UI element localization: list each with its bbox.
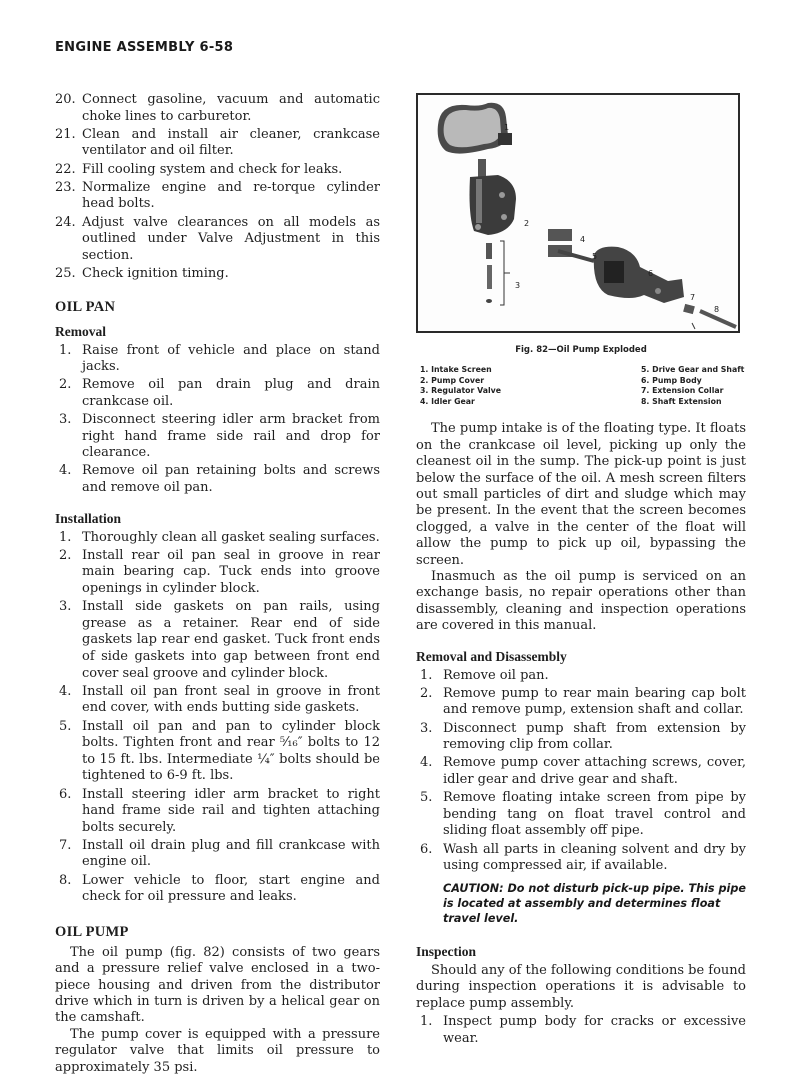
list-item (55, 463, 380, 496)
step-number: 21. (55, 126, 76, 142)
pump-intake-paragraph: The pump intake is of the floating type. It floats on the crankcase oil level, picking up only the cleanest oil in the sump. The pick-up point is just below the surface of the oil. A mesh screen filters out small particles of dirt and sludge which may be present. In the event that the screen becomes clogged, a valve in the center of the float will allow the pump to pick up oil, bypassing the screen. (416, 421, 746, 568)
list-item (55, 684, 380, 717)
pump-body-icon (594, 247, 684, 303)
pump-removal-steps (416, 668, 746, 875)
step-number: 3. (59, 412, 72, 428)
step-text: Remove oil pan retaining bolts and screws and remove oil pan. (82, 463, 380, 496)
legend-item: 3. Regulator Valve (420, 386, 502, 396)
step-number: 3. (59, 599, 72, 615)
list-item (55, 92, 380, 125)
service-paragraph: Inasmuch as the oil pump is serviced on an exchange basis, no repair operations other than disassembly, cleaning and inspection operations are covered in this manual. (416, 569, 746, 634)
step-text: Install oil drain plug and fill crankcase with engine oil. (82, 837, 380, 870)
subheading-removal-disassembly: Removal and Disassembly (416, 648, 567, 664)
intake-screen-icon (438, 103, 512, 154)
list-item (55, 377, 380, 410)
step-text: Install oil pan and pan to cylinder block bolts. Tighten front and rear ⁵⁄₁₆″ bolts to 12 to 15 ft. lbs. Intermediate ¼″ bolts should be tightened to 6-9 ft. lbs. (82, 718, 380, 784)
step-text: Adjust valve clearances on all models as outlined under Valve Adjustment in this section. (82, 214, 380, 263)
list-item (55, 162, 380, 179)
pump-cover-icon (470, 159, 517, 235)
subheading-inspection: Inspection (416, 943, 477, 959)
list-item (55, 838, 380, 871)
inspection-paragraph: Should any of the following conditions be found during inspection operations it is advisable to replace pump assembly. (416, 962, 746, 1011)
callout-8: 8 (714, 305, 720, 314)
callout-7: 7 (690, 293, 696, 302)
step-number: 2. (59, 547, 72, 563)
list-item (55, 127, 380, 160)
left-column (55, 92, 380, 1076)
step-text: Connect gasoline, vacuum and automatic choke lines to carburetor. (82, 92, 380, 124)
step-number: 3. (420, 720, 433, 736)
step-number: 5. (420, 790, 433, 806)
step-number: 4. (59, 463, 72, 479)
callout-5: 5 (592, 252, 598, 261)
step-number: 6. (59, 786, 72, 802)
legend-item: 7. Extension Collar (641, 386, 724, 396)
oil-pan-installation-steps (55, 530, 380, 906)
step-number: 25. (55, 265, 76, 281)
gears-icon (548, 229, 594, 261)
subheading-installation: Installation (55, 510, 122, 526)
list-item (55, 215, 380, 265)
regulator-valve-icon (486, 241, 510, 305)
step-text: Install rear oil pan seal in groove in rear main bearing cap. Tuck ends into groove openings in cylinder block. (82, 547, 380, 596)
oil-pump-paragraph: The pump cover is equipped with a pressure regulator valve that limits oil pressure to approximately 35 psi. (55, 1026, 380, 1075)
list-item (416, 686, 746, 719)
page-header: ENGINE ASSEMBLY 6-58 (55, 40, 234, 55)
list-item (55, 719, 380, 785)
legend-column (589, 365, 746, 407)
oil-pump-exploded-figure (416, 93, 740, 333)
step-text: Install side gaskets on pan rails, using grease as a retainer. Rear end of side gaskets lap rear end gasket. Tuck front ends of side gaskets into gap between front end cover seal groove and cylinder block. (82, 599, 380, 681)
step-number: 2. (420, 685, 433, 701)
subheading-removal: Removal (55, 323, 106, 339)
step-text: Inspect pump body for cracks or excessive wear. (443, 1013, 746, 1046)
list-item (416, 1014, 746, 1047)
list-item (416, 755, 746, 788)
step-number: 5. (59, 718, 72, 734)
inspection-steps (416, 1014, 746, 1047)
list-item (416, 842, 746, 875)
step-number: 24. (55, 214, 76, 230)
list-item (55, 873, 380, 906)
step-number: 23. (55, 179, 76, 195)
list-item (55, 599, 380, 682)
oil-pump-paragraph: The oil pump (fig. 82) consists of two gears and a pressure relief valve enclosed in a two-piece housing and driven from the distributor drive which in turn is driven by a helical gear on the camshaft. (55, 944, 380, 1026)
step-text: Clean and install air cleaner, crankcase ventilator and oil filter. (82, 126, 380, 159)
section-heading-oil-pump: OIL PUMP (55, 923, 129, 940)
list-item (416, 721, 746, 754)
step-text: Raise front of vehicle and place on stand jacks. (82, 342, 380, 375)
figure-caption: Fig. 82—Oil Pump Exploded (515, 345, 647, 355)
step-text: Remove oil pan. (443, 667, 549, 683)
legend-item: 8. Shaft Extension (641, 396, 722, 406)
list-item (55, 180, 380, 213)
legend-item: 2. Pump Cover (420, 375, 485, 385)
list-item (55, 787, 380, 837)
step-number: 2. (59, 377, 72, 393)
callout-1: 1 (504, 123, 510, 132)
legend-item: 5. Drive Gear and Shaft (641, 365, 745, 374)
figure-legend (416, 365, 746, 407)
list-item (55, 530, 380, 547)
legend-item: 4. Idler Gear (420, 396, 475, 406)
continued-steps-list (55, 92, 380, 283)
step-text: Remove pump cover attaching screws, cover, idler gear and drive gear and shaft. (443, 755, 746, 787)
step-number: 20. (55, 92, 76, 107)
step-text: Wash all parts in cleaning solvent and dry by using compressed air, if available. (443, 841, 746, 874)
right-column (416, 93, 746, 1049)
step-text: Disconnect steering idler arm bracket from right hand frame side rail and drop for clearance. (82, 412, 380, 461)
extension-collar-icon (683, 304, 695, 314)
callout-2: 2 (524, 219, 530, 228)
legend-item: 1. Intake Screen (420, 365, 492, 374)
step-number: 4. (59, 683, 72, 699)
step-text: Lower vehicle to floor, start engine and check for oil pressure and leaks. (82, 872, 380, 905)
step-number: 1. (59, 529, 72, 545)
step-text: Remove pump to rear main bearing cap bolt and remove pump, extension shaft and collar. (443, 685, 746, 718)
step-text: Normalize engine and re-torque cylinder head bolts. (82, 179, 380, 212)
list-item (416, 790, 746, 840)
callout-6: 6 (648, 269, 654, 278)
step-text: Check ignition timing. (82, 265, 229, 281)
step-number: 8. (59, 872, 72, 888)
legend-item: 6. Pump Body (641, 375, 702, 385)
step-number: 22. (55, 161, 76, 177)
step-number: 4. (420, 755, 433, 771)
step-number: 7. (59, 837, 72, 853)
list-item (55, 412, 380, 462)
list-item (55, 266, 380, 283)
step-number: 1. (420, 1013, 433, 1029)
step-text: Install oil pan front seal in groove in front end cover, with ends butting side gaskets. (82, 683, 380, 716)
caution-note: CAUTION: Do not disturb pick-up pipe. This pipe is located at assembly and determines float travel level. (443, 881, 746, 925)
section-heading-oil-pan: OIL PAN (55, 298, 116, 315)
step-text: Thoroughly clean all gasket sealing surfaces. (82, 529, 380, 545)
step-number: 1. (420, 667, 433, 683)
step-text: Disconnect pump shaft from extension by removing clip from collar. (443, 720, 746, 753)
list-item (416, 668, 746, 685)
step-text: Remove oil pan drain plug and drain crankcase oil. (82, 377, 380, 409)
oil-pan-removal-steps (55, 343, 380, 497)
step-text: Remove floating intake screen from pipe by bending tang on float travel control and sliding float assembly off pipe. (443, 790, 746, 839)
callout-4: 4 (580, 235, 586, 244)
step-number: 1. (59, 342, 72, 358)
step-text: Fill cooling system and check for leaks. (82, 161, 343, 177)
step-text: Install steering idler arm bracket to right hand frame side rail and tighten attaching bolts securely. (82, 786, 380, 835)
legend-column (420, 365, 577, 407)
list-item (55, 343, 380, 376)
list-item (55, 548, 380, 598)
callout-3: 3 (515, 281, 521, 290)
step-number: 6. (420, 841, 433, 857)
